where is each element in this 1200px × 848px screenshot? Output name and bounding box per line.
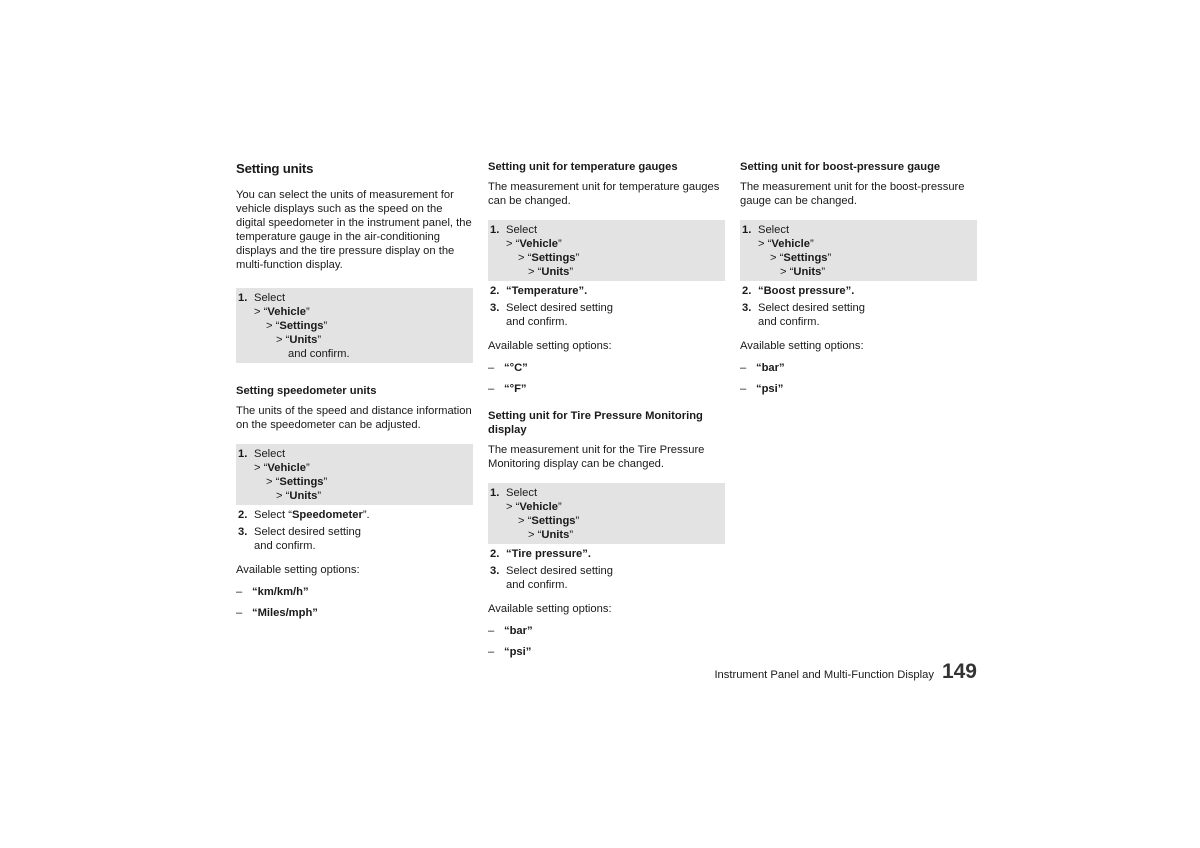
tpm-intro: The measurement unit for the Tire Pressure Monitoring display can be changed. xyxy=(488,444,705,470)
confirm-text: and confirm. xyxy=(758,316,820,328)
step-temperature: “Temperature”. xyxy=(506,285,588,297)
steps-continued xyxy=(490,547,725,592)
option-value: “°C” xyxy=(504,362,528,374)
step-text: Select xyxy=(506,487,538,499)
page-title: Setting units xyxy=(236,161,314,176)
option-item xyxy=(740,382,977,396)
option-value: “km/km/h” xyxy=(252,586,309,598)
step-boost-pressure: “Boost pressure”. xyxy=(758,285,855,297)
dash: – xyxy=(236,607,243,619)
menu-path-settings: > “ Settings ” xyxy=(770,252,832,264)
steps-continued xyxy=(742,284,977,329)
column-3 xyxy=(740,160,977,403)
instruction-box-boost xyxy=(740,220,977,281)
dash: – xyxy=(488,383,495,395)
option-value: “°F” xyxy=(504,383,527,395)
option-item xyxy=(236,585,473,599)
menu-path-vehicle: > “ Vehicle ” xyxy=(254,306,310,318)
boost-heading: Setting unit for boost-pressure gauge xyxy=(740,161,941,173)
temperature-heading: Setting unit for temperature gauges xyxy=(488,161,678,173)
menu-path-vehicle: > “ Vehicle ” xyxy=(758,238,814,250)
step-number: 1. xyxy=(742,224,752,236)
available-options-label: Available setting options: xyxy=(488,603,612,615)
step-number: 2. xyxy=(490,285,500,297)
step-number: 3. xyxy=(742,302,752,314)
step-text: Select desired setting xyxy=(506,302,613,314)
column-2 xyxy=(488,160,725,666)
option-item xyxy=(488,361,725,375)
menu-path-settings: > “ Settings ” xyxy=(266,476,328,488)
temperature-intro: The measurement unit for temperature gauges can be changed. xyxy=(488,181,720,207)
option-item xyxy=(488,382,725,396)
menu-path-settings: > “ Settings ” xyxy=(266,320,328,332)
available-options-label: Available setting options: xyxy=(488,340,612,352)
steps-continued xyxy=(490,284,725,329)
step-speedometer: Select “Speedometer”. xyxy=(254,509,370,521)
menu-path-vehicle: > “ Vehicle ” xyxy=(506,238,562,250)
step-text: Select desired setting xyxy=(506,565,613,577)
tpm-heading: Setting unit for Tire Pressure Monitoring display xyxy=(488,410,703,436)
speedometer-intro: The units of the speed and distance information on the speedometer can be adjusted. xyxy=(236,405,472,431)
menu-path-units: > “ Units ” xyxy=(276,334,322,346)
confirm-text: and confirm. xyxy=(506,579,568,591)
step-tire-pressure: “Tire pressure”. xyxy=(506,548,591,560)
option-value: “bar” xyxy=(756,362,785,374)
menu-path-settings: > “ Settings ” xyxy=(518,515,580,527)
instruction-box-temperature xyxy=(488,220,725,281)
step-number: 3. xyxy=(490,565,500,577)
step-text: Select desired setting xyxy=(254,526,361,538)
instruction-box-units xyxy=(236,288,473,363)
step-number: 1. xyxy=(490,224,500,236)
menu-path-settings: > “ Settings ” xyxy=(518,252,580,264)
available-options-label: Available setting options: xyxy=(236,564,360,576)
page-footer xyxy=(700,660,977,684)
instruction-box-tpm xyxy=(488,483,725,544)
option-item xyxy=(488,645,725,659)
step-text: Select xyxy=(758,224,790,236)
menu-path-units: > “ Units ” xyxy=(276,490,322,502)
option-item xyxy=(740,361,977,375)
step-number: 1. xyxy=(238,292,248,304)
confirm-text: and confirm. xyxy=(288,348,350,360)
dash: – xyxy=(488,362,495,374)
step-number: 1. xyxy=(238,448,248,460)
menu-path-units: > “ Units ” xyxy=(528,266,574,278)
step-number: 2. xyxy=(742,285,752,297)
option-item xyxy=(236,606,473,620)
boost-intro: The measurement unit for the boost-pressure gauge can be changed. xyxy=(740,181,965,207)
column-1 xyxy=(236,160,473,627)
step-number: 2. xyxy=(238,509,248,521)
dash: – xyxy=(740,383,747,395)
menu-path-units: > “ Units ” xyxy=(528,529,574,541)
available-options-label: Available setting options: xyxy=(740,340,864,352)
dash: – xyxy=(488,646,495,658)
step-number: 3. xyxy=(490,302,500,314)
menu-path-vehicle: > “ Vehicle ” xyxy=(254,462,310,474)
dash: – xyxy=(488,625,495,637)
confirm-text: and confirm. xyxy=(254,540,316,552)
menu-path-units: > “ Units ” xyxy=(780,266,826,278)
step-number: 2. xyxy=(490,548,500,560)
page-number: 149 xyxy=(941,660,977,683)
dash: – xyxy=(740,362,747,374)
section-title: Instrument Panel and Multi-Function Display xyxy=(714,669,934,681)
menu-path-vehicle: > “ Vehicle ” xyxy=(506,501,562,513)
confirm-text: and confirm. xyxy=(506,316,568,328)
instruction-box-speedometer xyxy=(236,444,473,505)
intro-paragraph: You can select the units of measurement for vehicle displays such as the speed on the digital speedometer in the instrument panel, the temperature gauge in the air-conditioning displays and the tire pressure display on the multi-function display. xyxy=(236,189,472,271)
step-text: Select xyxy=(506,224,538,236)
step-number: 3. xyxy=(238,526,248,538)
option-value: “bar” xyxy=(504,625,533,637)
option-item xyxy=(488,624,725,638)
option-value: “psi” xyxy=(756,383,784,395)
option-value: “psi” xyxy=(504,646,532,658)
step-text: Select xyxy=(254,448,286,460)
speedometer-heading: Setting speedometer units xyxy=(236,385,377,397)
option-value: “Miles/mph” xyxy=(252,607,318,619)
step-text: Select xyxy=(254,292,286,304)
dash: – xyxy=(236,586,243,598)
step-number: 1. xyxy=(490,487,500,499)
steps-continued xyxy=(238,508,473,553)
step-text: Select desired setting xyxy=(758,302,865,314)
